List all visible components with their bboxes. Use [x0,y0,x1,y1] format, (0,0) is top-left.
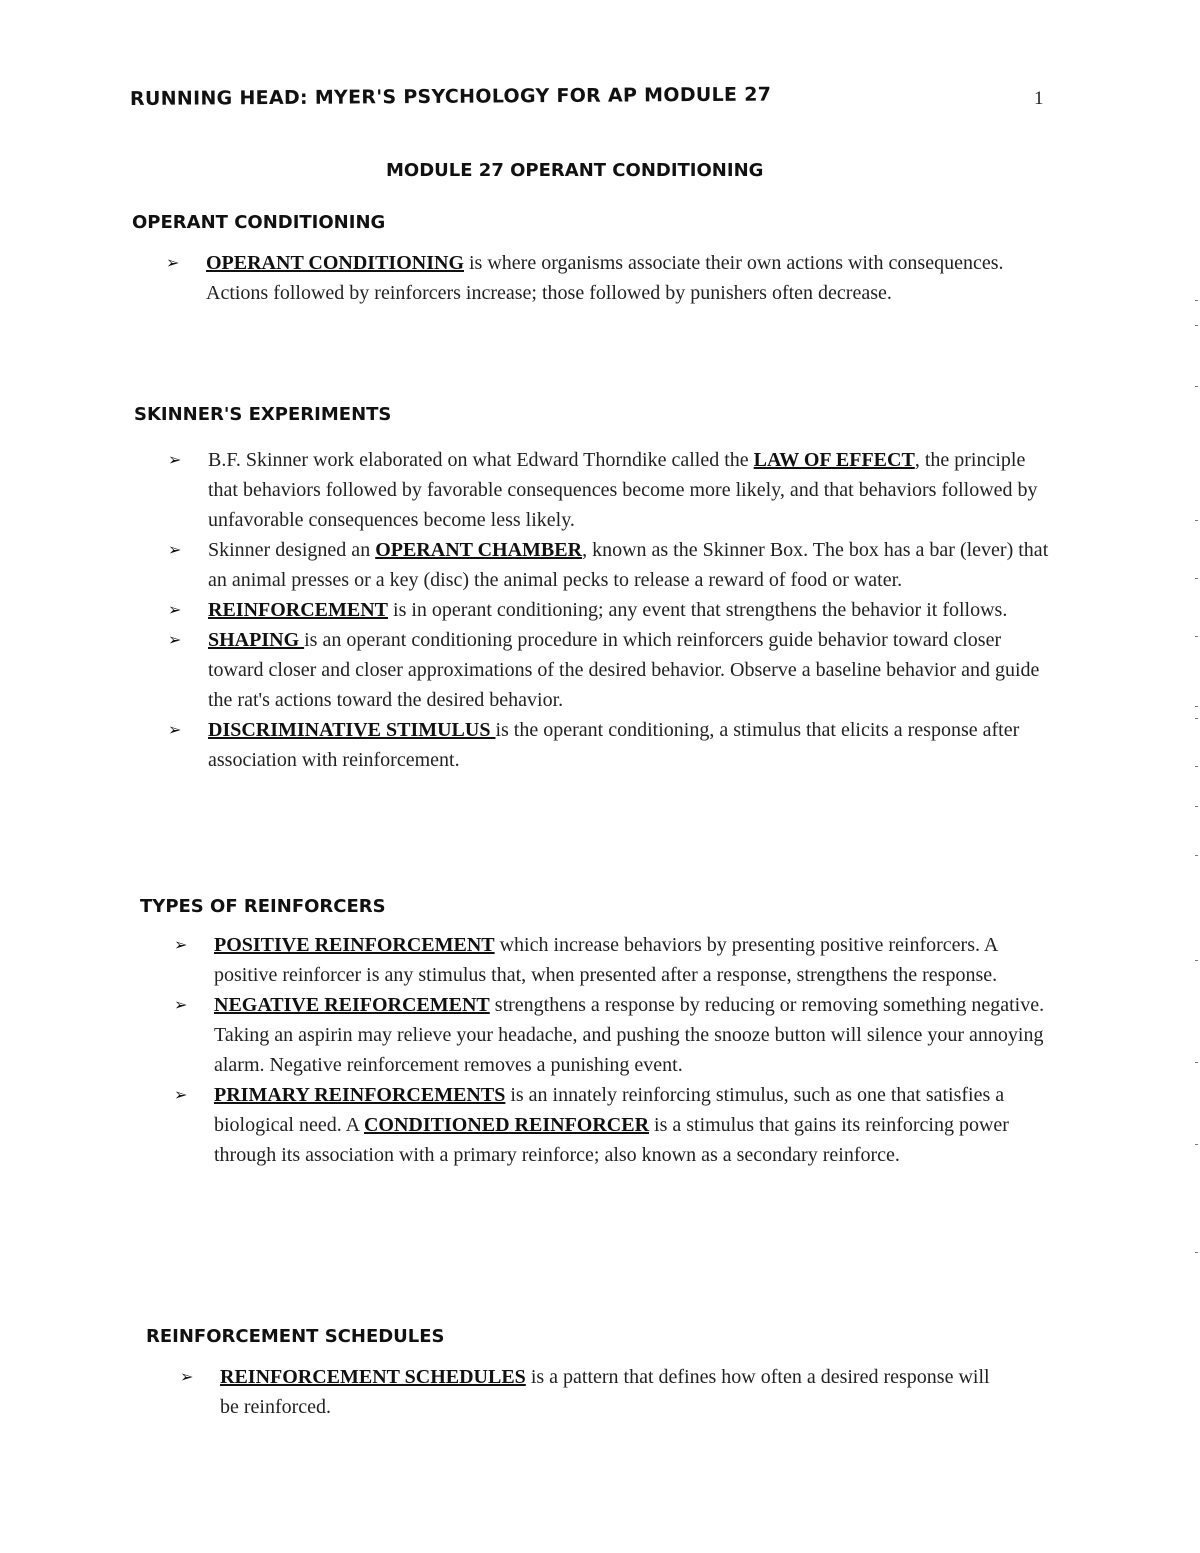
section-heading-reinforcement-schedules: REINFORCEMENT SCHEDULES [146,1326,445,1347]
bullet-item [168,625,1056,715]
bullet-text: , known as the Skinner Box. The box has a bar (lever) that an animal presses or a key (disc) the animal pecks to release a reward of food or water. [208,539,1049,591]
arrow-bullet-icon: ➢ [166,253,180,272]
page-number: 1 [1034,88,1044,109]
bullet-list-skinner [168,445,1056,775]
section-heading-types-of-reinforcers: TYPES OF REINFORCERS [140,896,386,917]
arrow-bullet-icon: ➢ [168,600,182,619]
bullet-text: which increase behaviors by presenting positive reinforcers. A positive reinforcer is any stimulus that, when presented after a response, strengthens the response. [214,934,998,986]
bullet-text: B.F. Skinner work elaborated on what Edward Thorndike called the [208,449,754,471]
bullet-item [174,930,1054,990]
scan-mark [1195,636,1198,637]
bullet-list-operant [166,248,1004,308]
bullet-text: , the principle that behaviors followed by favorable consequences become more likely, and that behaviors followed by unfavorable consequences become less likely. [208,449,1038,531]
bullet-item [166,248,1004,308]
arrow-bullet-icon: ➢ [174,1085,188,1104]
bullet-item [168,445,1056,535]
bullet-item [168,715,1056,775]
bullet-list-schedules [180,1362,1010,1422]
key-term: NEGATIVE REIFORCEMENT [214,994,490,1016]
bullet-item [174,1080,1054,1170]
scan-mark [1195,706,1198,707]
bullet-text: is a stimulus that gains its reinforcing power through its association with a primary reinforce; also known as a secondary reinforce. [214,1114,1009,1166]
arrow-bullet-icon: ➢ [168,540,182,559]
section-heading-operant-conditioning: OPERANT CONDITIONING [132,212,386,233]
key-term: REINFORCEMENT SCHEDULES [220,1366,526,1388]
key-term: REINFORCEMENT [208,599,389,621]
scan-mark [1195,1062,1198,1063]
arrow-bullet-icon: ➢ [168,630,182,649]
scan-mark [1195,386,1198,387]
bullet-list-types [174,930,1054,1170]
bullet-text: is the operant conditioning, a stimulus that elicits a response after association with reinforcement. [208,719,1020,771]
scan-mark [1195,1144,1198,1145]
scan-mark [1195,855,1198,856]
scan-mark [1195,806,1198,807]
bullet-text: Skinner designed an [208,539,376,561]
bullet-item [168,535,1056,595]
document-title: MODULE 27 OPERANT CONDITIONING [386,160,764,181]
key-term: DISCRIMINATIVE STIMULUS [208,719,496,741]
arrow-bullet-icon: ➢ [174,935,188,954]
running-head: RUNNING HEAD: MYER'S PSYCHOLOGY FOR AP MODULE 27 [129,83,772,110]
key-term: PRIMARY REINFORCEMENTS [214,1084,506,1106]
key-term: SHAPING [208,629,305,651]
bullet-item [174,990,1054,1080]
bullet-item [168,595,1056,625]
scan-mark [1195,718,1198,719]
section-heading-skinners-experiments: SKINNER'S EXPERIMENTS [134,404,392,425]
bullet-text: is an operant conditioning procedure in which reinforcers guide behavior toward closer toward closer and closer approximations of the desired behavior. Observe a baseline behavior and guide the rat's actions toward the desired behavior. [208,629,1040,711]
key-term: LAW OF EFFECT [753,449,915,471]
key-term: OPERANT CHAMBER [375,539,583,561]
key-term: OPERANT CONDITIONING [206,252,464,274]
arrow-bullet-icon: ➢ [168,450,182,469]
arrow-bullet-icon: ➢ [174,995,188,1014]
scan-mark [1195,300,1198,301]
bullet-text: is in operant conditioning; any event that strengthens the behavior it follows. [388,599,1008,621]
bullet-item [180,1362,1010,1422]
scan-mark [1195,325,1198,326]
scan-mark [1195,960,1198,961]
bullet-text: is an innately reinforcing stimulus, such as one that satisfies a biological need. A [214,1084,1005,1136]
key-term: POSITIVE REINFORCEMENT [214,934,495,956]
bullet-text: is a pattern that defines how often a desired response will be reinforced. [220,1366,990,1418]
scan-mark [1195,766,1198,767]
arrow-bullet-icon: ➢ [168,720,182,739]
scan-mark [1195,578,1198,579]
bullet-text: strengthens a response by reducing or removing something negative. Taking an aspirin may relieve your headache, and pushing the snooze button will silence your annoying alarm. Negative reinforcement removes a punishing event. [214,994,1045,1076]
scan-mark [1195,520,1198,521]
scan-mark [1195,1252,1198,1253]
arrow-bullet-icon: ➢ [180,1367,194,1386]
key-term: CONDITIONED REINFORCER [363,1114,650,1136]
bullet-text: is where organisms associate their own actions with consequences. Actions followed by reinforcers increase; those followed by punishers often decrease. [206,252,1004,304]
